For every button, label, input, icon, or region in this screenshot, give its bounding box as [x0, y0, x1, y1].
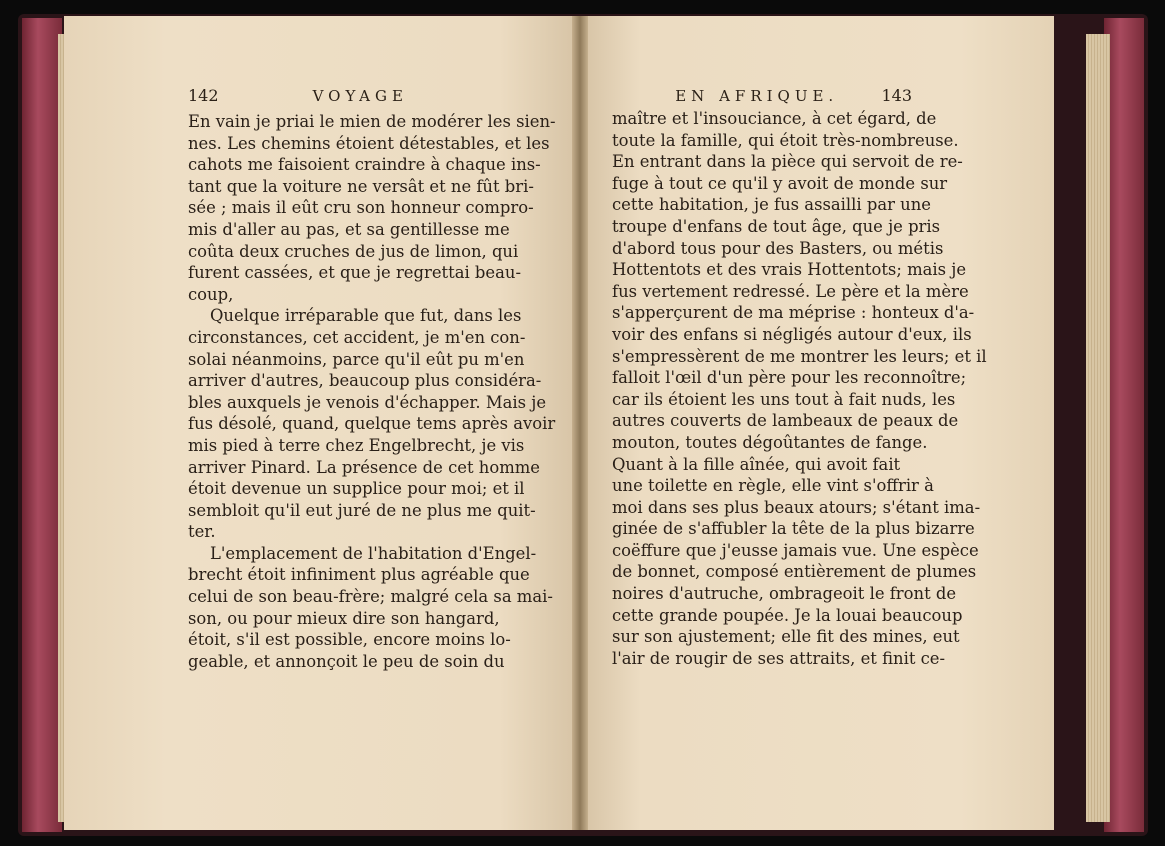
text-line: noires d'autruche, ombrageoit le front de [612, 584, 957, 604]
right-running-head [632, 86, 912, 110]
text-line: l'air de rougir de ses attraits, et finit ce- [612, 648, 946, 668]
text-line: furent cassées, et que je regrettai beau- [188, 263, 521, 283]
text-line: En vain je priai le mien de modérer les sien- [188, 112, 556, 131]
text-line: voir des enfans si négligés autour d'eux, ils [612, 324, 972, 344]
text-line: bles auxquels je venois d'échapper. Mais je [188, 392, 547, 412]
text-line: Quelque irréparable que fut, dans les [210, 306, 522, 326]
text-line: coûta deux cruches de jus de limon, qui [188, 241, 519, 261]
text-line: Quant à la fille aînée, qui avoit fait [612, 454, 901, 474]
text-line: fus désolé, quand, quelque tems après avoir [188, 414, 556, 434]
right-body-text [612, 108, 987, 669]
text-line: de bonnet, composé entièrement de plumes [612, 562, 977, 582]
left-running-head [188, 86, 502, 110]
text-line: celui de son beau-frère; malgré cela sa mai- [188, 587, 553, 607]
text-line: arriver Pinard. La présence de cet homme [188, 457, 540, 477]
text-line: cette grande poupée. Je la louai beaucoup [612, 605, 963, 625]
book-gutter [572, 16, 588, 830]
right-head-title: EN AFRIQUE. [675, 87, 839, 105]
text-line: circonstances, cet accident, je m'en con- [188, 327, 526, 347]
text-line: troupe d'enfans de tout âge, que je pris [612, 216, 941, 236]
text-line: geable, et annonçoit le peu de soin du [188, 651, 505, 671]
page-edges-right [1086, 34, 1110, 822]
text-line: moi dans ses plus beaux atours; s'étant ima- [612, 497, 981, 517]
text-line: solai néanmoins, parce qu'il eût pu m'en [188, 349, 525, 369]
text-line: coup, [188, 284, 234, 304]
text-line: maître et l'insouciance, à cet égard, de [612, 109, 937, 128]
left-body-text [188, 111, 556, 672]
text-line: En entrant dans la pièce qui servoit de re- [612, 152, 963, 172]
text-line: falloit l'œil d'un père pour les reconnoître; [612, 368, 967, 388]
text-line: nes. Les chemins étoient détestables, et les [188, 133, 550, 153]
text-line: coëffure que j'eusse jamais vue. Une espèce [612, 540, 979, 560]
text-line: cette habitation, je fus assailli par une [612, 195, 931, 215]
text-line: d'abord tous pour des Basters, ou métis [612, 238, 944, 258]
text-line: étoit, s'il est possible, encore moins lo- [188, 630, 511, 650]
text-line: autres couverts de lambeaux de peaux de [612, 411, 959, 431]
right-page-number: 143 [881, 86, 912, 105]
text-line: fuge à tout ce qu'il y avoit de monde sur [612, 173, 948, 193]
text-line: une toilette en règle, elle vint s'offrir à [612, 476, 934, 496]
text-line: L'emplacement de l'habitation d'Engel- [210, 543, 537, 563]
cover-left [22, 18, 62, 832]
left-head-title: VOYAGE [312, 87, 408, 105]
text-line: mis pied à terre chez Engelbrecht, je vis [188, 435, 525, 455]
text-line: arriver d'autres, beaucoup plus considéra- [188, 371, 542, 391]
text-line: s'apperçurent de ma méprise : honteux d'a- [612, 303, 975, 323]
left-page-number: 142 [188, 86, 219, 105]
text-line: toute la famille, qui étoit très-nombreuse. [612, 130, 959, 150]
text-line: ginée de s'affubler la tête de la plus bizarre [612, 519, 975, 539]
text-line: tant que la voiture ne versât et ne fût bri- [188, 176, 534, 196]
text-line: s'empressèrent de me montrer les leurs; et il [612, 346, 987, 366]
text-line: car ils étoient les uns tout à fait nuds, les [612, 389, 956, 409]
text-line: fus vertement redressé. Le père et la mère [612, 281, 969, 301]
cover-right [1104, 18, 1144, 832]
text-line: mis d'aller au pas, et sa gentillesse me [188, 219, 510, 239]
text-line: mouton, toutes dégoûtantes de fange. [612, 432, 928, 452]
text-line: cahots me faisoient craindre à chaque ins- [188, 155, 541, 175]
text-line: ter. [188, 522, 216, 542]
text-line: son, ou pour mieux dire son hangard, [188, 608, 500, 628]
text-line: sée ; mais il eût cru son honneur compro- [188, 198, 534, 218]
text-line: Hottentots et des vrais Hottentots; mais je [612, 260, 967, 280]
text-line: sur son ajustement; elle fit des mines, eut [612, 627, 960, 647]
text-line: brecht étoit infiniment plus agréable que [188, 565, 530, 585]
text-line: étoit devenue un supplice pour moi; et il [188, 479, 525, 499]
text-line: sembloit qu'il eut juré de ne plus me quit- [188, 500, 536, 520]
